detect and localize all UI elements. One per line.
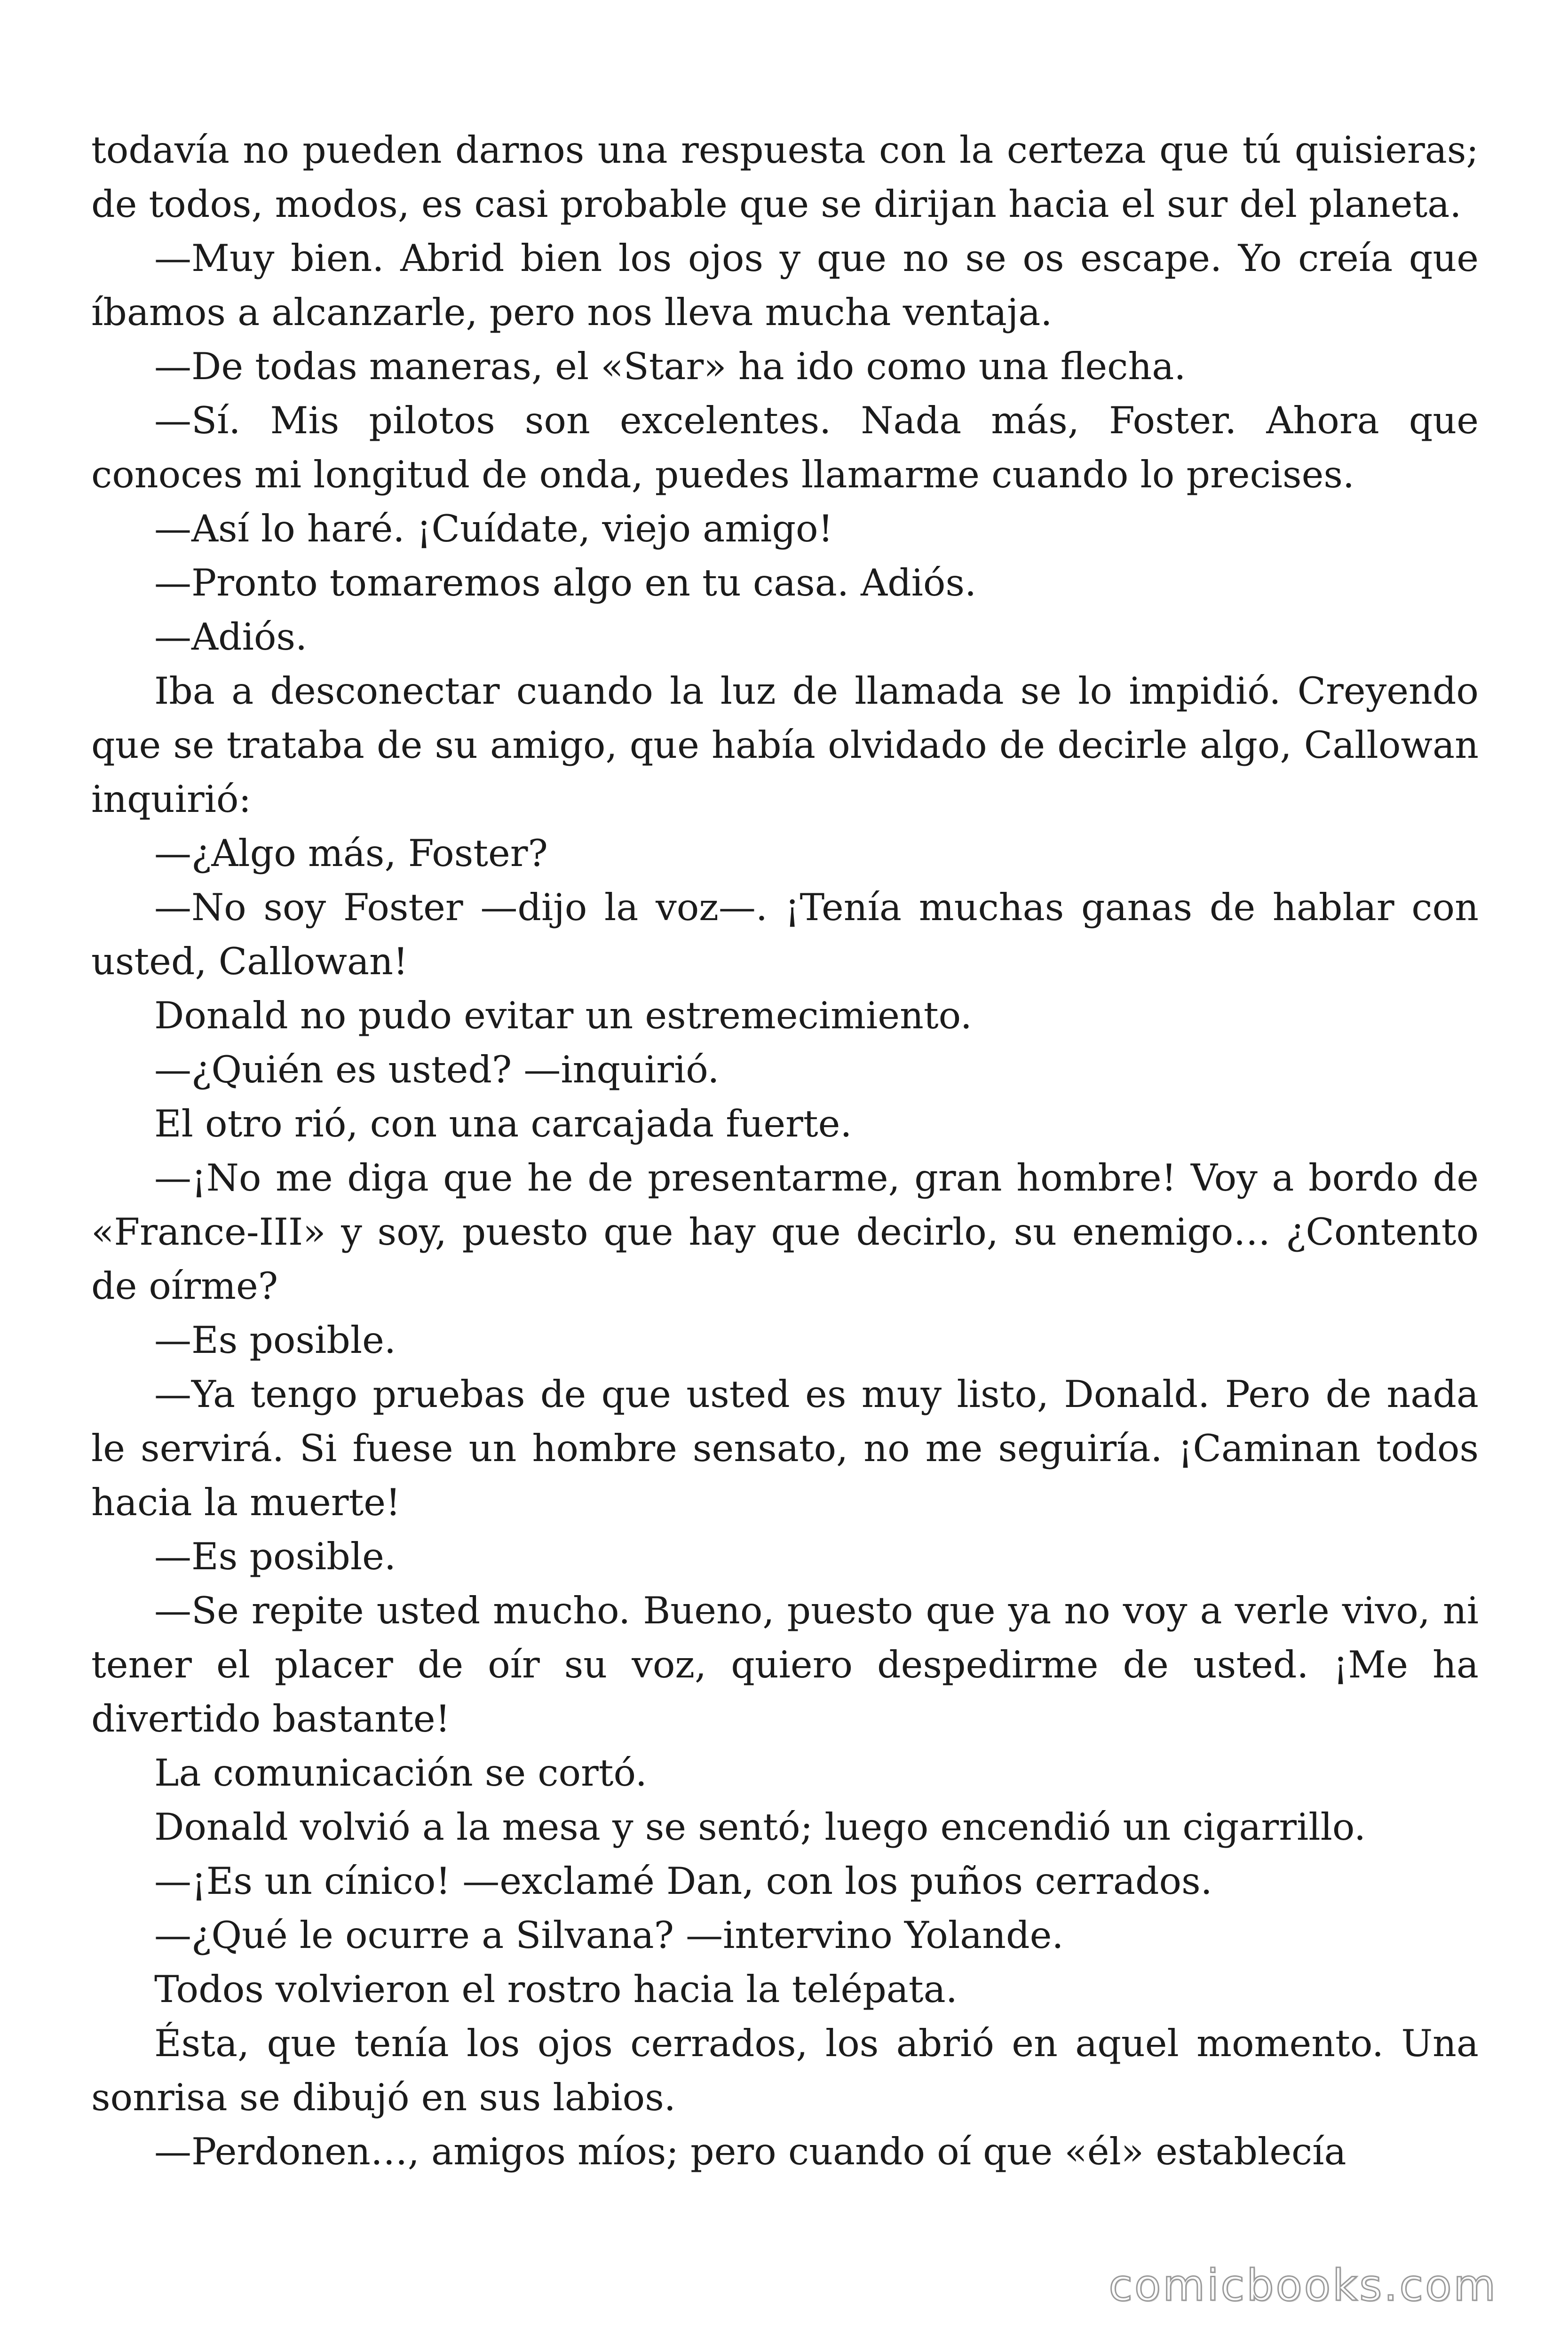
paragraph: El otro rió, con una carcajada fuerte. bbox=[154, 1102, 852, 1145]
paragraph: —Adiós. bbox=[154, 615, 308, 659]
paragraph: —¿Qué le ocurre a Silvana? —intervino Yolande. bbox=[154, 1914, 1064, 1957]
paragraph-continues: —Perdonen…, amigos míos; pero cuando oí que «él» establecía bbox=[154, 2130, 1346, 2173]
paragraph: —¡Es un cínico! —exclamé Dan, con los puños cerrados. bbox=[154, 1859, 1212, 1903]
paragraph: Todos volvieron el rostro hacia la telépata. bbox=[154, 1968, 958, 2011]
paragraph: —Es posible. bbox=[154, 1319, 396, 1362]
paragraph: —Es posible. bbox=[154, 1535, 396, 1578]
book-page-text bbox=[91, 123, 1479, 2179]
paragraph: —¡No me diga que he de presentarme, gran hombre! Voy a bordo de «France-III» y soy, puesto que hay que decirlo, su enemigo… ¿Contento de oírme? bbox=[91, 1156, 1479, 1308]
paragraph: Donald volvió a la mesa y se sentó; luego encendió un cigarrillo. bbox=[154, 1805, 1366, 1849]
paragraph: —Pronto tomaremos algo en tu casa. Adiós. bbox=[154, 561, 977, 604]
paragraph: Ésta, que tenía los ojos cerrados, los abrió en aquel momento. Una sonrisa se dibujó en sus labios. bbox=[91, 2022, 1479, 2119]
paragraph-continued: todavía no pueden darnos una respuesta con la certeza que tú quisieras; de todos, modos, es casi probable que se dirijan hacia el sur del planeta. bbox=[91, 128, 1479, 226]
paragraph: —¿Quién es usted? —inquirió. bbox=[154, 1048, 720, 1091]
paragraph: —Ya tengo pruebas de que usted es muy listo, Donald. Pero de nada le servirá. Si fuese un hombre sensato, no me seguiría. ¡Caminan todos hacia la muerte! bbox=[91, 1373, 1479, 1524]
paragraph: —De todas maneras, el «Star» ha ido como una flecha. bbox=[154, 345, 1186, 388]
paragraph: La comunicación se cortó. bbox=[154, 1751, 647, 1795]
paragraph: Iba a desconectar cuando la luz de llamada se lo impidió. Creyendo que se trataba de su amigo, que había olvidado de decirle algo, Callowan inquirió: bbox=[91, 669, 1479, 821]
paragraph: Donald no pudo evitar un estremecimiento. bbox=[154, 994, 972, 1037]
site-watermark: comicbooks.com bbox=[1109, 2260, 1497, 2311]
paragraph: —Muy bien. Abrid bien los ojos y que no se os escape. Yo creía que íbamos a alcanzarle, pero nos lleva mucha ventaja. bbox=[91, 237, 1479, 334]
paragraph: —No soy Foster —dijo la voz—. ¡Tenía muchas ganas de hablar con usted, Callowan! bbox=[91, 886, 1479, 983]
paragraph: —Se repite usted mucho. Bueno, puesto que ya no voy a verle vivo, ni tener el placer de oír su voz, quiero despedirme de usted. ¡Me ha divertido bastante! bbox=[91, 1589, 1479, 1740]
paragraph: —Sí. Mis pilotos son excelentes. Nada más, Foster. Ahora que conoces mi longitud de onda, puedes llamarme cuando lo precises. bbox=[91, 399, 1479, 496]
paragraph: —Así lo haré. ¡Cuídate, viejo amigo! bbox=[154, 507, 833, 550]
paragraph: —¿Algo más, Foster? bbox=[154, 832, 548, 875]
